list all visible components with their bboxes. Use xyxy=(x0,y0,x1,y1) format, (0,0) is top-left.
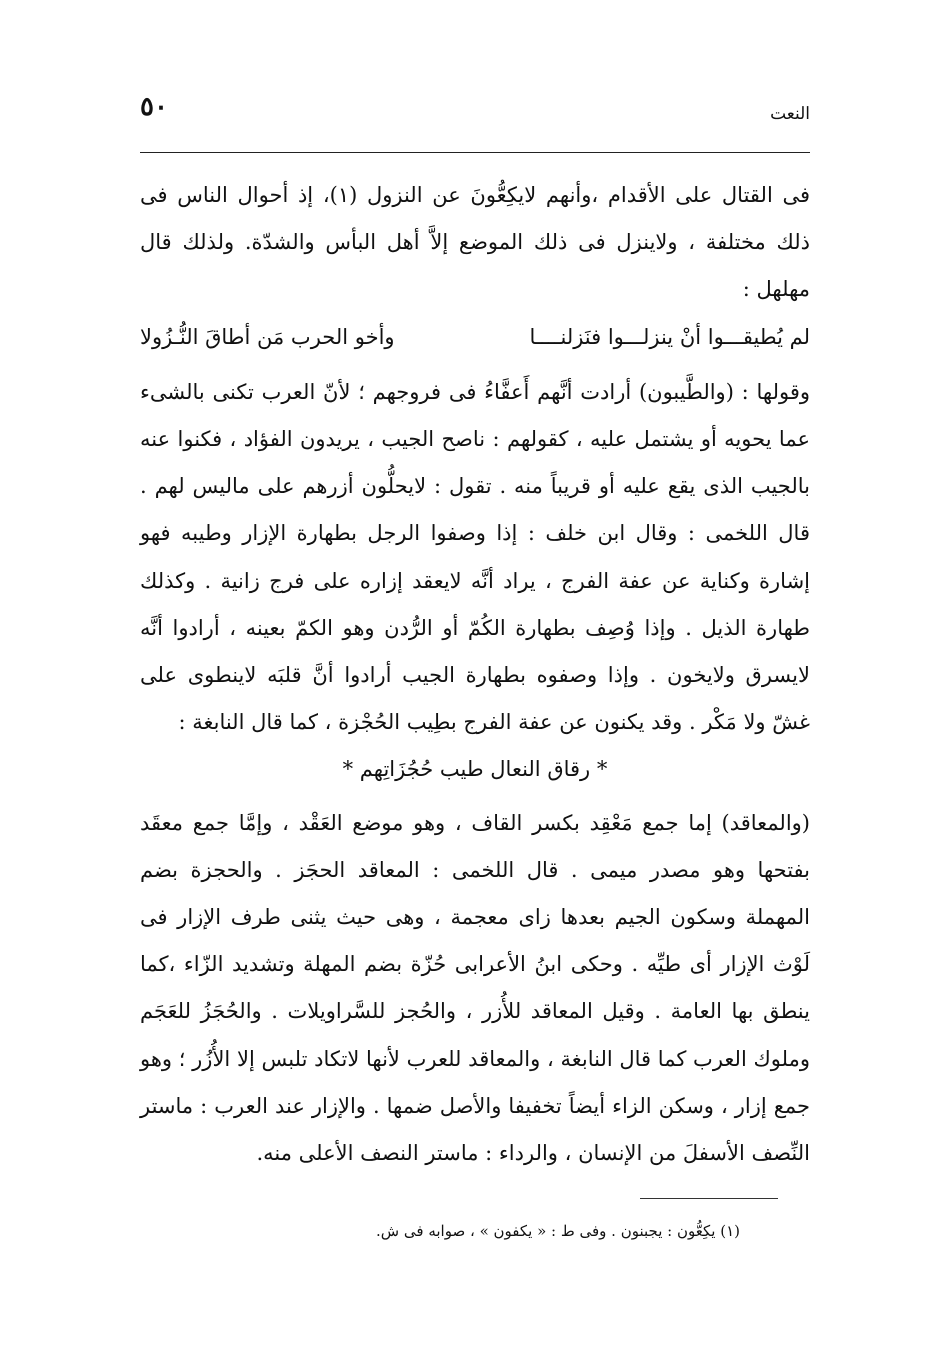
verse-second-hemistich: وأخو الحرب مَن أطاقَ النُّـزُولا xyxy=(140,324,395,349)
paragraph-2: وقولها : (والطَّيبون) أرادت أنَّهم أَعفَّاءُ فى فروجهم ؛ لأنّ العرب تكنى بالشىء عما يحويه أو يشتمل عليه ، كقولهم : ناصح الجيب ، يريدون الفؤاد ، فكنوا عنه بالجيب الذى يقع عليه أو قريباً منه . تقول : لايحلُّون أزرهم على ماليس لهم . قال اللخمى : وقال ابن خلف : إذا وصفوا الرجل بطهارة الإزار وطيبه فهو إشارة وكناية عن عفة الفرج ، يراد أنَّه لايعقد إزاره على فرج زانية . وكذلك طهارة الذيل . وإذا وُصِف بطهارة الكُمّ أو الرُّدن وهو الكمّ بعينه ، أرادوا أنَّه لايسرق ولايخون . وإذا وصفوه بطهارة الجيب أرادوا أنَّ قلبَه لاينطوى على غشّ ولا مَكْر . وقد يكنون عن عفة الفرج بطِيب الحُجْزة ، كما قال النابغة : xyxy=(140,379,810,735)
verse-first-hemistich: لم يُطيقـــوا أنْ ينزلـــوا فنَزلنــــا xyxy=(529,324,810,349)
footnote-rule xyxy=(640,1198,778,1199)
header-rule xyxy=(140,152,810,153)
paragraph-3: (والمعاقد) إما جمع مَعْقِد بكسر القاف ، وهو موضع العَقْد ، وإمَّا جمع معقَد بفتحها وهو مصدر ميمى . قال اللخمى : المعاقد الحجَز . والحجزة بضم المهملة وسكون الجيم بعدها زاى معجمة ، وهى حيث يثنى طرف الإزار فى لَوْث الإزار أى طيِّه . وحكى ابنُ الأعرابى حُزّة بضم المهلة وتشديد الزّاء ،كما ينطق بها العامة . وقيل المعاقد للأُزر ، والحُجز للسَّراويلات . والحُجَزُ للعَجَم وملوك العرب كما قال النابغة ، والمعاقد للعرب لأنها لاتكاد تلبس إلا الأُزُر ؛ وهو جمع إزار ، وسكن الزاء أيضاً تخفيفا والأصل ضمها . والإزار عند العرب : ماستر النِّصف الأسفلَ من الإنسان ، والرداء : ماستر النصف الأعلى منه. xyxy=(140,810,810,1166)
paragraph-1: فى القتال على الأقدام ،وأنهم لايكِعُّونَ عن النزول (١)، إذ أحوال الناس فى ذلك مختلفة ، ولاينزل فى ذلك الموضع إلاَّ أهل البأس والشدّة. ولذلك قال مهلهل : xyxy=(140,183,811,302)
page-header xyxy=(140,92,810,152)
footnote: (١) يكِعُّون : يجبنون . وفى ط : « يكفون » ، صوابه فى ش. xyxy=(376,1222,740,1240)
poetry-verse xyxy=(140,314,810,361)
body-text xyxy=(140,172,810,1177)
quoted-verse: * رقاق النعال طيب حُجُزَاتِهم * xyxy=(342,757,608,782)
page-number: ٥٠ xyxy=(140,92,168,122)
running-title: النعت xyxy=(770,104,810,124)
